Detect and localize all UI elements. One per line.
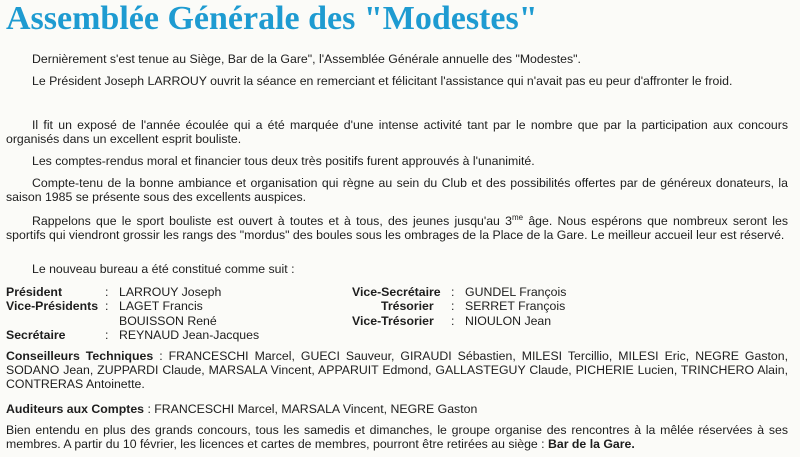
vice-president-1: LAGET Francis [119, 299, 203, 313]
paragraph-rappel [6, 211, 788, 243]
president-name: LARROUY Joseph [119, 285, 222, 299]
rappel-superscript: me [511, 213, 524, 222]
president-label: Président [6, 285, 63, 299]
rappel-text-before: Rappelons que le sport bouliste est ouvert à toutes et à tous, des jeunes jusqu'au 3 [32, 214, 512, 229]
paragraph-expose: Il fit un exposé de l'année écoulée qui a été marquée d'une intense activité tant par le nombre que par la participation aux concours organisés dans un excellent esprit bouliste. [6, 118, 788, 147]
paragraph-bureau-intro: Le nouveau bureau a été constitué comme suit : [32, 262, 295, 276]
vice-secretaire-label: Vice-Secrétaire [352, 285, 441, 299]
paragraph-president: Le Président Joseph LARROUY ouvrit la séance en remerciant et félicitant l'assistance qui n'avait pas eu peur d'affronter le froid. [32, 74, 733, 88]
vice-presidents-colon: : [105, 299, 109, 313]
president-colon: : [105, 285, 109, 299]
rappel-text-after: âge. Nous espérons que nombreux seront les sportifs qui viendront grossir les rangs des "mordus" des boules sous les ombrages de la Place de la Gare. Le meilleur accueil leur est réservé. [6, 214, 788, 243]
paragraph-ambiance: Compte-tenu de la bonne ambiance et organisation qui règne au sein du Club et des possibilités offertes par de généreux donateurs, la saison 1985 se présente sous des excellents auspices. [6, 176, 788, 205]
vice-president-2: BOUISSON René [119, 314, 217, 328]
tresorier-name: SERRET François [465, 299, 566, 313]
auditeurs-label: Auditeurs aux Comptes [6, 402, 145, 416]
vice-tresorier-name: NIOULON Jean [465, 314, 552, 328]
final-location: Bar de la Gare. [548, 437, 635, 452]
vice-presidents-label: Vice-Présidents [6, 299, 99, 313]
auditeurs-paragraph [6, 402, 788, 416]
final-paragraph [6, 423, 788, 451]
final-text: Bien entendu en plus des grands concours, tous les samedis et dimanches, le groupe organise des rencontres à la mêlée réservées à ses membres. A partir du 10 février, les licences et cartes de membres, pourront être retirées au siège : [6, 423, 788, 452]
paragraph-intro: Dernièrement s'est tenue au Siège, Bar de la Gare", l'Assemblée Générale annuelle des "Modestes". [32, 52, 581, 66]
secretaire-label: Secrétaire [6, 328, 66, 342]
vice-secretaire-name: GUNDEL François [465, 285, 567, 299]
paragraph-comptes: Les comptes-rendus moral et financier tous deux très positifs furent approuvés à l'unanimité. [32, 154, 535, 168]
article-title: Assemblée Générale des "Modestes" [6, 0, 538, 37]
vice-secretaire-colon: : [451, 285, 455, 299]
conseillers-label: Conseilleurs Techniques [6, 349, 154, 363]
secretaire-colon: : [105, 328, 109, 342]
tresorier-colon: : [451, 299, 455, 313]
auditeurs-list: : FRANCESCHI Marcel, MARSALA Vincent, NEGRE Gaston [144, 402, 478, 416]
vice-tresorier-label: Vice-Trésorier [352, 314, 434, 328]
conseillers-paragraph [6, 349, 788, 392]
secretaire-name: REYNAUD Jean-Jacques [119, 328, 260, 342]
vice-tresorier-colon: : [451, 314, 455, 328]
tresorier-label: Trésorier [381, 299, 434, 313]
conseillers-list: : FRANCESCHI Marcel, GUECI Sauveur, GIRAUDI Sébastien, MILESI Tercillio, MILESI Eric, NEGRE Gaston, SODANO Jean, ZUPPARDI Claude, MARSALA Vincent, APPARUIT Edmond, GALLASTEGUY Claude, PICHERIE Lucien, TRINCHERO Alain, CONTRERAS Antoinette. [6, 349, 788, 392]
